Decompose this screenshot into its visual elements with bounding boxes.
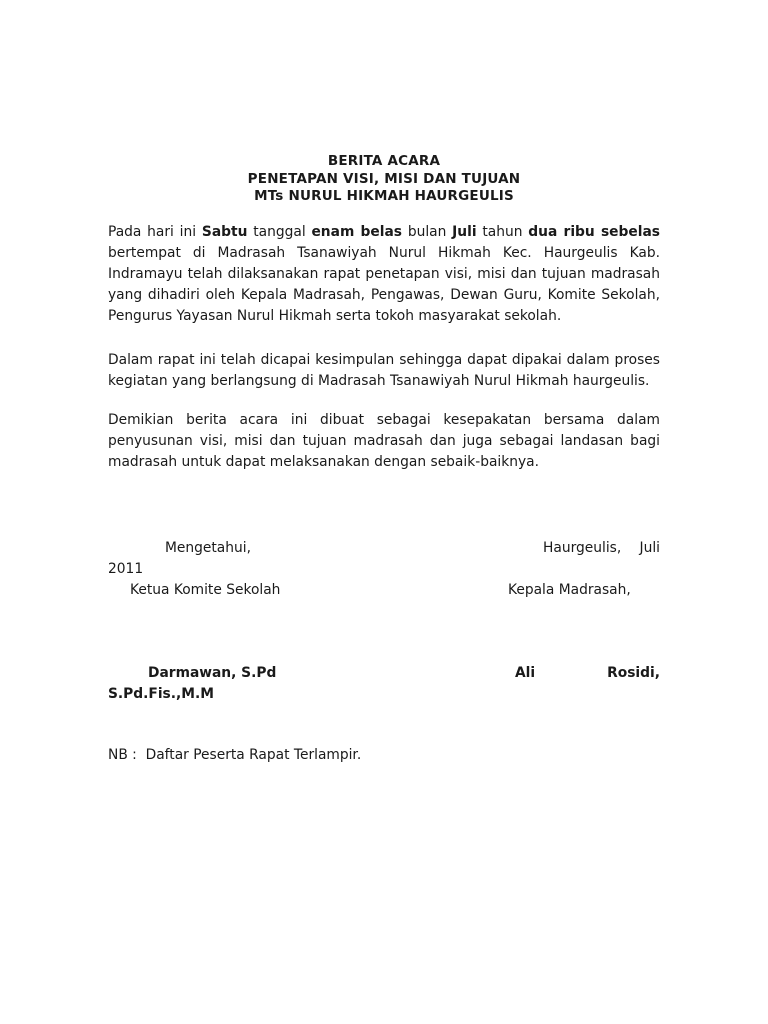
document-title-line-3: MTs NURUL HIKMAH HAURGEULIS — [254, 188, 514, 204]
paragraph-conclusion — [108, 350, 660, 392]
body-text: Dalam rapat ini telah dicapai kesimpulan sehingga dapat dipakai dalam proses — [108, 352, 660, 368]
document-title — [108, 153, 660, 206]
paragraph-line — [108, 243, 660, 264]
paragraph-line — [108, 350, 660, 371]
paragraph-line — [108, 371, 660, 392]
body-text: Demikian berita acara ini dibuat sebagai kesepakatan bersama dalam — [108, 412, 660, 428]
body-text: Pengurus Yayasan Nurul Hikmah serta tokoh masyarakat sekolah. — [108, 308, 562, 324]
note-line: NB : Daftar Peserta Rapat Terlampir. — [108, 747, 362, 763]
paragraph-line — [108, 410, 660, 431]
signature-name-left: Darmawan, S.Pd — [148, 665, 277, 681]
paragraph-line — [108, 452, 660, 473]
paragraph-line — [108, 222, 660, 243]
signature-place: Haurgeulis, — [543, 540, 622, 556]
paragraph-line — [108, 285, 660, 306]
body-text: madrasah untuk dapat melaksanakan dengan sebaik-baiknya. — [108, 454, 539, 470]
document-title-line-2: PENETAPAN VISI, MISI DAN TUJUAN — [247, 170, 521, 187]
body-text: bertempat di Madrasah Tsanawiyah Nurul Hikmah Kec. Haurgeulis Kab. — [108, 245, 660, 261]
emphasized-text: enam belas — [311, 224, 403, 240]
emphasized-text: Sabtu — [201, 224, 248, 240]
document-title-line-1: BERITA ACARA — [327, 153, 441, 169]
paragraph-line — [108, 264, 660, 285]
body-text: Pada hari ini — [108, 224, 202, 240]
paragraph-line — [108, 306, 660, 327]
signature-name-right-second: Rosidi, — [607, 665, 660, 681]
paragraph-opening — [108, 222, 660, 327]
body-text: yang dihadiri oleh Kepala Madrasah, Pengawas, Dewan Guru, Komite Sekolah, — [108, 287, 660, 303]
signature-role-left: Ketua Komite Sekolah — [130, 582, 281, 598]
body-text: Indramayu telah dilaksanakan rapat penetapan visi, misi dan tujuan madrasah — [108, 266, 660, 282]
paragraph-closing — [108, 410, 660, 473]
signature-name-right-degrees: S.Pd.Fis.,M.M — [108, 686, 214, 702]
signature-month: Juli — [639, 540, 660, 556]
paragraph-line — [108, 431, 660, 452]
signature-role-right: Kepala Madrasah, — [508, 582, 631, 598]
body-text: kegiatan yang berlangsung di Madrasah Tsanawiyah Nurul Hikmah haurgeulis. — [108, 373, 650, 389]
signature-name-right-first: Ali — [515, 665, 536, 681]
emphasized-text: Juli — [452, 224, 477, 240]
body-text: bulan — [402, 224, 453, 240]
signature-year: 2011 — [108, 561, 144, 577]
body-text: tanggal — [247, 224, 312, 240]
signature-acknowledge-label: Mengetahui, — [165, 540, 251, 556]
body-text: tahun — [476, 224, 529, 240]
emphasized-text: dua ribu sebelas — [528, 224, 661, 240]
body-text: penyusunan visi, misi dan tujuan madrasah dan juga sebagai landasan bagi — [108, 433, 660, 449]
